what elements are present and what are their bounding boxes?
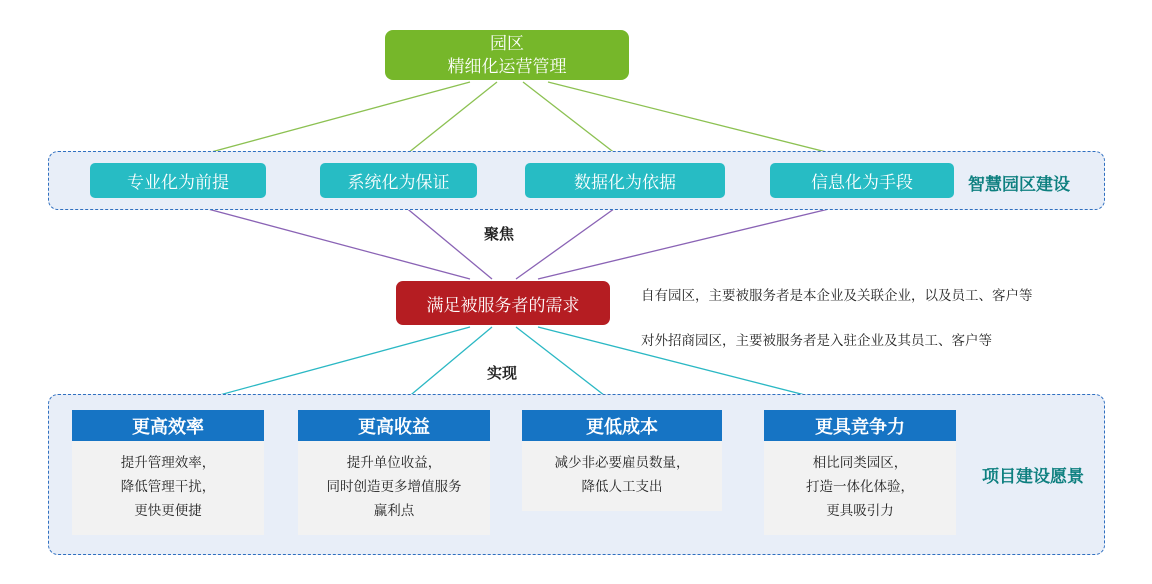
top-band-label: 智慧园区建设 — [968, 175, 1070, 194]
pill-label-1: 系统化为保证 — [347, 173, 450, 192]
vision-card-title-1: 更高收益 — [298, 410, 490, 441]
pill-label-0: 专业化为前提 — [127, 173, 229, 192]
vision-card-line: 同时创造更多增值服务 — [326, 479, 462, 494]
pill-label-2: 数据化为依据 — [574, 173, 676, 192]
pill-label-3: 信息化为手段 — [811, 173, 913, 192]
pill-item-1[interactable] — [320, 163, 477, 198]
vision-card-line: 相比同类园区， — [812, 455, 908, 470]
vision-card-body-1 — [298, 441, 490, 535]
center-node-label: 满足被服务者的需求 — [426, 295, 580, 315]
vision-card-line: 提升管理效率， — [120, 455, 216, 470]
realize-label: 实现 — [487, 365, 518, 382]
top-node — [385, 30, 629, 80]
pill-item-3[interactable] — [770, 163, 954, 198]
vision-card-line: 打造一体化体验， — [806, 479, 914, 494]
side-note-1: 对外招商园区，主要被服务者是入驻企业及其员工、客户等 — [641, 333, 992, 348]
vision-card-line: 降低人工支出 — [581, 479, 663, 494]
top-node-line2: 精细化运营管理 — [447, 57, 567, 76]
vision-card-body-0 — [72, 441, 264, 535]
vision-card-body-3 — [764, 441, 956, 535]
vision-card-body-2 — [522, 441, 722, 511]
vision-card-title-2: 更低成本 — [522, 410, 722, 441]
pill-item-0[interactable] — [90, 163, 266, 198]
pill-item-2[interactable] — [525, 163, 725, 198]
vision-card-line: 降低管理干扰， — [120, 479, 216, 494]
vision-card-line: 提升单位收益， — [346, 455, 442, 470]
focus-label: 聚焦 — [484, 226, 515, 243]
vision-card-line: 更快更便捷 — [134, 503, 202, 518]
vision-card-2 — [522, 410, 722, 511]
vision-card-0 — [72, 410, 264, 535]
vision-card-line: 赢利点 — [373, 503, 415, 518]
center-node — [396, 281, 610, 325]
vision-card-3 — [764, 410, 956, 535]
vision-card-line: 更具吸引力 — [826, 503, 894, 518]
vision-card-title-0: 更高效率 — [72, 410, 264, 441]
vision-card-line: 减少非必要雇员数量， — [554, 455, 690, 470]
vision-card-1 — [298, 410, 490, 535]
vision-card-title-3: 更具竞争力 — [764, 410, 956, 441]
side-note-0: 自有园区，主要被服务者是本企业及关联企业，以及员工、客户等 — [641, 288, 1033, 303]
bottom-band-label: 项目建设愿景 — [982, 467, 1084, 486]
top-node-line1: 园区 — [490, 34, 524, 53]
